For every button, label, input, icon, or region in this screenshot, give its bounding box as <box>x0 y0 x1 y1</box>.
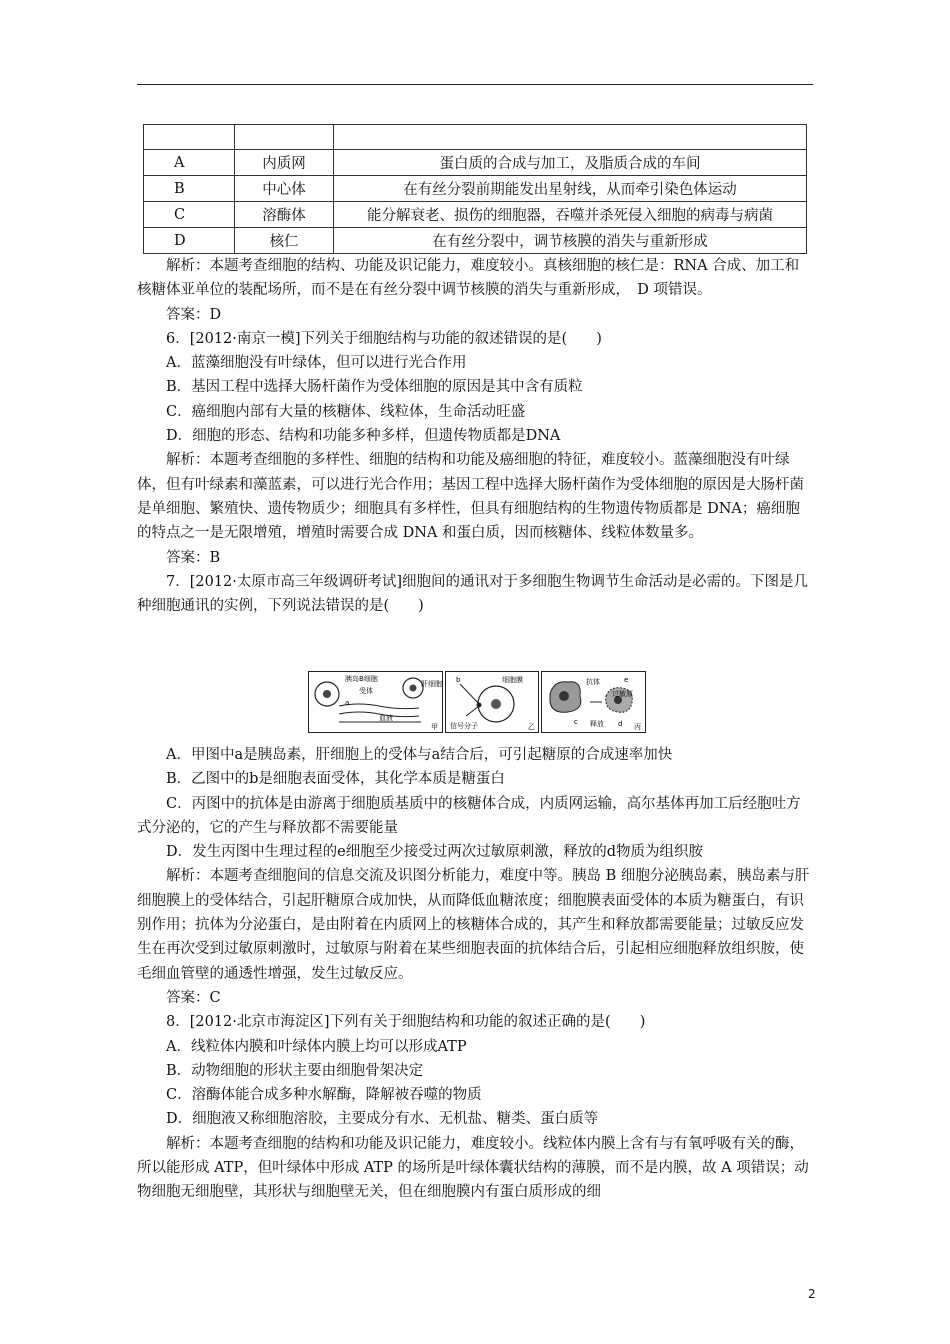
fig-label-e: e <box>624 676 629 684</box>
text-block-lower <box>137 743 813 1205</box>
table-cell-letter: A <box>144 150 235 176</box>
table-cell-organelle <box>235 125 334 150</box>
table-cell-organelle: 核仁 <box>235 228 334 254</box>
fig-label-antibody: 抗体 <box>586 678 600 686</box>
fig-label-signal: 信号分子 <box>450 722 478 730</box>
q6-answer: 答案：B <box>166 549 221 566</box>
table-cell-letter: B <box>144 176 235 202</box>
fig-label-b: b <box>456 676 461 684</box>
figure-panel-jia <box>308 671 443 733</box>
fig-label-blood: 血液 <box>379 714 393 722</box>
page-number: 2 <box>808 1287 816 1301</box>
fig-tag-bing: 丙 <box>634 723 641 731</box>
fig-tag-yi: 乙 <box>528 723 535 731</box>
table-cell-organelle: 内质网 <box>235 150 334 176</box>
q7-analysis: 解析：本题考查细胞间的信息交流及识图分析能力，难度中等。胰岛 B 细胞分泌胰岛素，胰岛素与肝细胞膜上的受体结合，引起肝糖原合成加快，从而降低血糖浓度；细胞膜表面受体的本质为糖蛋白，有识别作用；抗体为分泌蛋白，是由附着在内质网上的核糖体合成的，其产生和释放都需要能量；过敏反应发生在再次受到过敏原刺激时，过敏原与附着在某些细胞表面的抗体结合后，引起相应细胞释放组织胺，使毛细血管壁的通透性增强，发生过敏反应。 <box>137 868 810 982</box>
fig-tag-jia: 甲 <box>431 723 438 731</box>
fig-label-liver: 肝细胞 <box>421 680 442 688</box>
table-row <box>144 150 807 176</box>
q7-stem: 7．[2012·太原市高三年级调研考试]细胞间的通讯对于多细胞生物调节生命活动是必需的。下图是几种细胞通讯的实例，下列说法错误的是( ) <box>137 573 809 615</box>
table-cell-letter: D <box>144 228 235 254</box>
islet-nucleus-shape <box>323 690 331 698</box>
table-cell-description: 能分解衰老、损伤的细胞器，吞噬并杀死侵入细胞的病毒与病菌 <box>334 202 807 228</box>
fig-label-release: 释放 <box>590 720 604 728</box>
q5-answer: 答案：D <box>166 306 222 323</box>
fig-label-islet: 胰岛B细胞 <box>345 675 378 683</box>
q6-option-a: A．蓝藻细胞没有叶绿体，但可以进行光合作用 <box>166 355 467 372</box>
q8-option-d: D．细胞液又称细胞溶胶，主要成分有水、无机盐、糖类、蛋白质等 <box>166 1111 599 1128</box>
fig-label-receptor: 受体 <box>359 687 373 695</box>
figure-panel-bing <box>541 671 646 733</box>
table-cell-organelle: 溶酶体 <box>235 202 334 228</box>
table-row <box>144 228 807 254</box>
table-cell-organelle: 中心体 <box>235 176 334 202</box>
fig-label-c: c <box>574 718 578 726</box>
table-row <box>144 176 807 202</box>
q8-stem: 8．[2012·北京市海淀区]下列有关于细胞结构和功能的叙述正确的是( ) <box>166 1014 646 1031</box>
q8-option-b: B．动物细胞的形状主要由细胞骨架决定 <box>166 1062 424 1079</box>
fig-label-membrane: 细胞膜 <box>502 676 523 684</box>
q7-option-b: B．乙图中的b是细胞表面受体，其化学本质是糖蛋白 <box>166 771 505 788</box>
figure-panel-yi <box>445 671 539 733</box>
q6-stem: 6．[2012·南京一模]下列关于细胞结构与功能的叙述错误的是( ) <box>166 330 602 347</box>
q6-analysis: 解析：本题考查细胞的多样性、细胞的结构和功能及癌细胞的特征，难度较小。蓝藻细胞没有叶绿体，但有叶绿素和藻蓝素，可以进行光合作用；基因工程中选择大肠杆菌作为受体细胞的原因是大肠杆菌是单细胞、繁殖快、遗传物质少；细胞具有多样性，但具有细胞结构的生物遗传物质都是 DNA；癌细胞的特点之一是无限增殖，增殖时需要合成 DNA 和蛋白质，因而核糖体、线粒体数量多。 <box>137 452 804 542</box>
q6-option-c: C．癌细胞内部有大量的核糖体、线粒体，生命活动旺盛 <box>166 403 526 420</box>
q5-analysis: 解析：本题考查细胞的结构、功能及识记能力，难度较小。真核细胞的核仁是：RNA 合成、加工和核糖体亚单位的装配场所，而不是在有丝分裂中调节核膜的消失与重新形成， D 项错误。 <box>137 258 800 299</box>
header-rule <box>137 84 813 85</box>
table-cell-description: 在有丝分裂前期能发出星射线，从而牵引染色体运动 <box>334 176 807 202</box>
q8-option-c: C．溶酶体能合成多种水解酶，降解被吞噬的物质 <box>166 1087 482 1104</box>
q7-option-c: C．丙图中的抗体是由游离于细胞质基质中的核糖体合成，内质网运输，高尔基体再加工后经胞吐方式分泌的，它的产生与释放都不需要能量 <box>137 795 801 836</box>
table-cell-letter: C <box>144 202 235 228</box>
q7-answer: 答案：C <box>166 989 221 1006</box>
q8-option-a: A．线粒体内膜和叶绿体内膜上均可以形成ATP <box>166 1038 467 1055</box>
q8-analysis: 解析：本题考查细胞的结构和功能及识记能力，难度较小。线粒体内膜上含有与有氧呼吸有关的酶，所以能形成 ATP，但叶绿体中形成 ATP 的场所是叶绿体囊状结构的薄膜，而不是内膜，故 A 项错误；动物细胞无细胞壁，其形状与细胞壁无关，但在细胞膜内有蛋白质形成的细 <box>137 1135 809 1201</box>
table-cell-description: 蛋白质的合成与加工，及脂质合成的车间 <box>334 150 807 176</box>
fig-label-a: a <box>345 699 350 707</box>
text-block-upper <box>137 254 813 618</box>
fig-label-d: d <box>618 720 623 728</box>
table-row <box>144 125 807 150</box>
q7-option-d: D．发生丙图中生理过程的e细胞至少接受过两次过敏原刺激，释放的d物质为组织胺 <box>166 844 703 861</box>
table-cell-letter <box>144 125 235 150</box>
q6-option-d: D．细胞的形态、结构和功能多种多样，但遗传物质都是DNA <box>166 428 561 445</box>
fig-label-allergen: 过敏原 <box>612 690 633 698</box>
q7-option-a: A．甲图中a是胰岛素，肝细胞上的受体与a结合后，可引起糖原的合成速率加快 <box>166 747 673 763</box>
table-cell-description <box>334 125 807 150</box>
table-cell-description: 在有丝分裂中，调节核膜的消失与重新形成 <box>334 228 807 254</box>
options-table <box>143 124 807 254</box>
table-row <box>144 202 807 228</box>
q6-option-b: B．基因工程中选择大肠杆菌作为受体细胞的原因是其中含有质粒 <box>166 379 583 396</box>
